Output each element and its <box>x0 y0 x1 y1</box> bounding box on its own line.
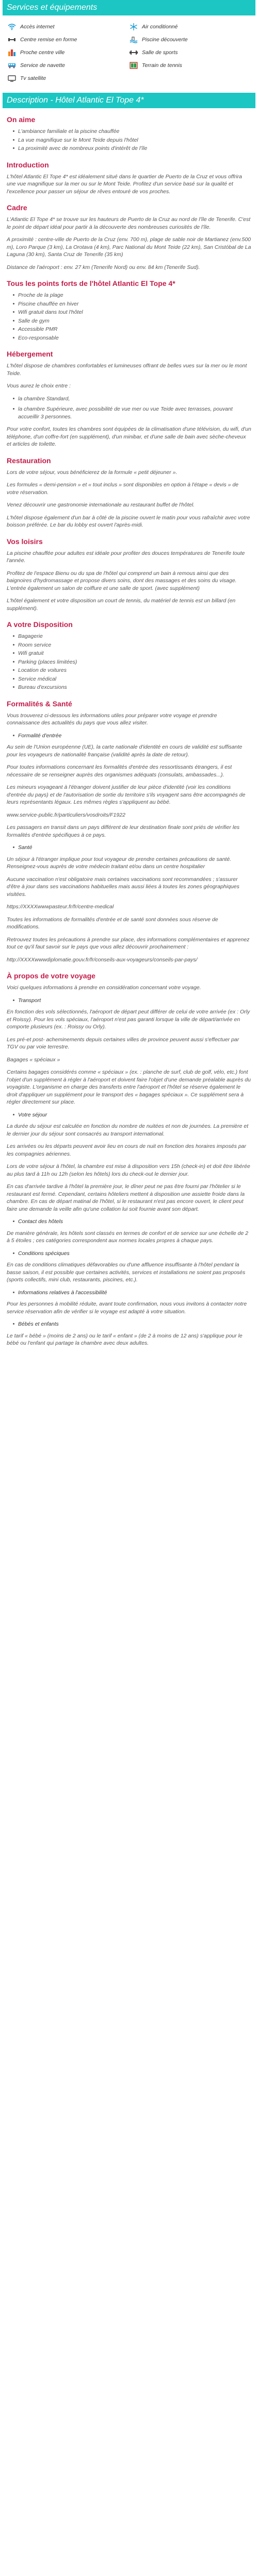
service-label: Service de navette <box>20 62 65 69</box>
list-item: la chambre Standard, <box>13 395 251 403</box>
bullet-heading: Conditions spéciques <box>7 1250 251 1258</box>
paragraph: L'hôtel dispose de chambres confortables et lumineuses offrant de belles vues sur la mer ou le mont Teide. <box>7 363 247 377</box>
paragraph: Les formules « demi-pension » et « tout inclus » sont disponibles en option à l'étape « devis » de votre réservation. <box>7 482 239 496</box>
paragraph: Pour votre confort, toutes les chambres sont équipées de la climatisation d'une télévision, du wifi, d'un téléphone, d'un coffre-fort (en supplément), d'un minibar, et d'une salle de bain avec sèche-cheveux et articles de toilette. <box>7 426 251 447</box>
list-item: Piscine chauffée en hiver <box>13 300 251 308</box>
list-item: La proximité avec de nombreux points d'intérêt de l'île <box>13 145 251 152</box>
paragraph: La durée du séjour est calculée en fonction du nombre de nuitées et non de journées. La première et le dernier jour du séjour sont consacrés au transport international. <box>7 1123 249 1137</box>
wifi-icon <box>8 23 16 30</box>
list-item: Parking (places limitées) <box>13 658 251 666</box>
paragraph: La piscine chauffée pour adultes est idéale pour profiter des douces températures de Tenerife toute l'année. <box>7 550 245 564</box>
service-label: Piscine découverte <box>142 37 188 43</box>
section-title-on-aime: On aime <box>7 115 36 124</box>
paragraph: Les passagers en transit dans un pays différent de leur destination finale sont priés de vérifier les formalités d'entrée spécifiques à ce pays. <box>7 824 240 838</box>
list-item: L'ambiance familiale et la piscine chauffée <box>13 128 251 135</box>
paragraph: En cas de conditions climatiques défavorables ou d'une affluence insuffisante à l'hôtel pendant la basse saison, il est possible que certaines activités, services et installations ne soient pas proposés (sports collectifs, mini club, restaurants, piscines, etc.). <box>7 1262 246 1283</box>
section-title-formalites: Formalités & Santé <box>7 699 72 708</box>
list-item: Eco-responsable <box>13 334 251 342</box>
service-item <box>8 60 130 71</box>
service-item <box>130 47 251 58</box>
paragraph: De manière générale, les hôtels sont classés en termes de confort et de service sur une échelle de 2 à 5 étoiles ; ces catégories correspondent aux normes locales propres à chaque pays. <box>7 1230 249 1244</box>
service-label: Accès internet <box>20 24 55 30</box>
paragraph: Certains bagages considérés comme « spéciaux » (ex. : planche de surf, club de golf, vélo, etc.) font l'objet d'un supplément à régler à l'aéroport et doivent faire l'objet d'une demande préalable auprès du voyagiste. L'organisme en charge des transferts entre l'aéroport et l'hôtel se réserve également le droit d'appliquer un supplément pour le transport des « bagages spéciaux ». Ce supplément sera à régler directement sur place. <box>7 1069 251 1105</box>
list-item: Bagagerie <box>13 633 251 640</box>
paragraph: Les arrivées ou les départs peuvent avoir lieu en cours de nuit en fonction des horaires imposés par les compagnies aériennes. <box>7 1143 247 1157</box>
paragraph: Pour toutes informations concernant les formalités d'entrée des ressortissants étrangers, il est nécessaire de se renseigner auprès des organismes adéquats (consulats, ambassades...). <box>7 764 232 778</box>
list-item: la chambre Supérieure, avec possibilité de vue mer ou vue Teide avec terrasses, pouvant accueillir 3 personnes. <box>13 405 251 420</box>
paragraph: Les pré-et post- acheminements depuis certaines villes de province peuvent aussi s'effectuer par TGV ou par voie terrestre. <box>7 1036 239 1050</box>
paragraph: Distance de l'aéroport : env. 27 km (Tenerife Nord) ou env. 84 km (Tenerife Sud). <box>7 264 200 270</box>
list-item: Wifi gratuit dans tout l'hôtel <box>13 309 251 316</box>
paragraph: Toutes les informations de formalités d'entrée et de santé sont données sous réserve de modifications. <box>7 916 218 930</box>
list-item: Bureau d'excursions <box>13 684 251 691</box>
paragraph: Au sein de l'Union européenne (UE), la carte nationale d'identité en cours de validité est suffisante pour les voyageurs de nationalité française (validité après la date de retour). <box>7 744 243 758</box>
list-item: Salle de gym <box>13 317 251 325</box>
paragraph: L'hôtel dispose également d'un bar à côté de la piscine ouvert le matin pour vous rafraîchir avec votre boisson préférée. Le bar du lobby est ouvert l'après-midi. <box>7 514 250 528</box>
service-public-link[interactable]: www.service-public.fr/particuliers/vosdroits/F1922 <box>7 811 125 818</box>
list-item: Wifi gratuit <box>13 650 251 657</box>
service-item <box>8 47 130 58</box>
bullet-heading: Contact des hôtels <box>7 1218 251 1226</box>
diplomatie-link[interactable]: http://XXXXwwwdiplomatie.gouv.fr/fr/conseils-aux-voyageurs/conseils-par-pays/ <box>7 956 198 963</box>
paragraph: Lors de votre séjour, vous bénéficierez de la formule « petit déjeuner ». <box>7 469 178 476</box>
section-title-cadre: Cadre <box>7 204 27 212</box>
services-banner: Services et équipements <box>3 0 255 15</box>
bullet-heading: Informations relatives à l'accessibilité <box>7 1289 251 1297</box>
hebergement-list <box>7 395 251 421</box>
paragraph: Bagages « spéciaux » <box>7 1056 60 1063</box>
list-item: Location de voitures <box>13 667 251 674</box>
service-label: Air conditionné <box>142 24 178 30</box>
pool-icon <box>130 36 138 43</box>
description-body <box>3 115 255 1347</box>
bullet-heading: Transport <box>7 997 251 1005</box>
snowflake-icon <box>130 23 138 30</box>
paragraph: L'hôtel également et votre disposition un court de tennis, du matériel de tennis est un billard (en supplément). <box>7 598 236 612</box>
section-title-loisirs: Vos loisirs <box>7 537 43 546</box>
service-label: Centre remise en forme <box>20 37 77 43</box>
paragraph: Lors de votre séjour à l'hôtel, la chambre est mise à disposition vers 15h (check-in) et doit être libérée au plus tard à 11h ou 12h (selon les hôtels) lors du check-out le dernier jour. <box>7 1163 250 1177</box>
section-title-disposition: A votre Disposition <box>7 620 73 629</box>
bullet-heading: Santé <box>7 844 251 852</box>
description-banner: Description - Hôtel Atlantic El Tope 4* <box>3 93 255 108</box>
tv-icon <box>8 75 16 82</box>
section-title-apropos: À propos de votre voyage <box>7 972 95 980</box>
list-item: Accessible PMR <box>13 326 251 333</box>
list-item: La vue magnifique sur le Mont Teide depuis l'hôtel <box>13 137 251 144</box>
paragraph: Vous aurez le choix entre : <box>7 383 71 389</box>
dumbbell-icon <box>8 36 16 43</box>
list-item: Service médical <box>13 675 251 683</box>
city-icon <box>8 49 16 56</box>
paragraph: L'hôtel Atlantic El Tope 4* est idéalement situé dans le quartier de Puerto de la Cruz et vous offrira une vue magnifique sur la mer ou sur le Mont Teide. Profitez d'un service basé sur la qualité et l'excellence pour passer un séjour de rêves entouré de vos proches. <box>7 173 242 195</box>
gym-icon <box>130 49 138 56</box>
paragraph: En fonction des vols sélectionnés, l'aéroport de départ peut différer de celui de votre arrivée (ex : Orly et Roissy). Pour les vols spéciaux, l'aéroport n'est pas garanti lorsque la ville de départ/arrivée en comporte plusieurs (ex. : Roissy ou Orly). <box>7 1009 250 1030</box>
paragraph: Vous trouverez ci-dessous les informations utiles pour préparer votre voyage et prendre connaissance des actualités du pays que vous allez visiter. <box>7 712 217 726</box>
points-forts-list <box>7 292 251 342</box>
service-label: Tv satellite <box>20 75 46 81</box>
service-item <box>130 60 251 71</box>
tennis-icon <box>130 62 138 69</box>
section-title-points-forts: Tous les points forts de l'hôtel Atlantic El Tope 4* <box>7 279 175 287</box>
services-grid <box>3 15 255 87</box>
service-item <box>8 35 130 45</box>
paragraph: Aucune vaccination n'est obligatoire mais certaines vaccinations sont recommandées ; s'assurer d'être à jour dans ses vaccinations habituelles mais aussi liées à toutes les zones géographiques visitées. <box>7 876 239 897</box>
section-title-hebergement: Hébergement <box>7 350 53 358</box>
paragraph: Les mineurs voyageant à l'étranger doivent justifier de leur pièce d'identité (voir les conditions d'entrée du pays) et de l'autorisation de sortie du territoire s'ils voyagent sans être accompagnés de leurs représentants légaux. Les mêmes règles s'appliquent au bébé. <box>7 784 246 805</box>
on-aime-list <box>7 128 251 152</box>
list-item: Proche de la plage <box>13 292 251 299</box>
bullet-heading: Bébés et enfants <box>7 1320 251 1328</box>
service-item <box>130 35 251 45</box>
paragraph: L'Atlantic El Tope 4* se trouve sur les hauteurs de Puerto de la Cruz au nord de l'île de Tenerife. C'est le point de départ idéal pour partir à la découverte des nombreuses curiosités de l'île. <box>7 216 251 230</box>
list-item: Room service <box>13 641 251 649</box>
paragraph: Le tarif « bébé » (moins de 2 ans) ou le tarif « enfant » (de 2 à moins de 12 ans) s'applique pour le bébé ou l'enfant qui partage la chambre avec deux adultes. <box>7 1332 243 1346</box>
service-item <box>8 22 130 32</box>
service-item <box>130 22 251 32</box>
paragraph: Retrouvez toutes les précautions à prendre sur place, des informations complémentaires et apprenez tout ce qu'il faut savoir sur le pays que vous allez découvrir prochainement : <box>7 936 250 950</box>
bullet-heading: Formalité d'entrée <box>7 732 251 740</box>
service-label: Salle de sports <box>142 49 178 56</box>
section-title-introduction: Introduction <box>7 160 49 169</box>
service-label: Terrain de tennis <box>142 62 182 69</box>
section-title-restauration: Restauration <box>7 456 51 465</box>
paragraph: Venez découvrir une gastronomie internationale au restaurant buffet de l'hôtel. <box>7 502 195 508</box>
paragraph: A proximité : centre-ville de Puerto de la Cruz (env. 700 m), plage de sable noir de Martianez (env.500 m), Loro Parque (3 km), La Orotava (4 km), Parc National du Mont Teide (22 km), San Cristóbal de La Laguna (30 km), Santa Cruz de Tenerife (35 km) <box>7 236 251 258</box>
shuttle-icon <box>8 62 16 69</box>
bullet-heading: Votre séjour <box>7 1111 251 1119</box>
pasteur-link[interactable]: https://XXXXwwwpasteur.fr/fr/centre-medical <box>7 904 114 910</box>
disposition-list <box>7 633 251 691</box>
service-item <box>8 73 130 83</box>
service-label: Proche centre ville <box>20 49 65 56</box>
paragraph: Pour les personnes à mobilité réduite, avant toute confirmation, nous vous invitons à contacter notre service réservation afin de vérifier si le voyage est adapté à votre situation. <box>7 1301 247 1315</box>
paragraph: En cas d'arrivée tardive à l'hôtel la première jour, le dîner peut ne pas être fourni par l'hôtelier si le restaurant est fermé. Cependant, certains hôteliers mettent à disposition une assiette froide dans la chambre. En cas de départ matinal de l'hôtel, si le restaurant n'est pas encore ouvert, le client peut faire une demande la veille afin qu'une collation lui soit fournie avant son départ. <box>7 1183 245 1212</box>
paragraph: Voici quelques informations à prendre en considération concernant votre voyage. <box>7 985 201 991</box>
paragraph: Un séjour à l'étranger implique pour tout voyageur de prendre certaines précautions de santé. Renseignez-vous auprès de votre médecin traitant et/ou dans un centre hospitalier <box>7 856 232 870</box>
paragraph: Profitez de l'espace Bienu ou du spa de l'hôtel qui comprend un bain à remous ainsi que des baignoires d'hydromassage et propose divers soins, dont des massages et des soins du visage. L'entrée également un salon de coiffure et une salle de sport. (avec supplément) <box>7 570 237 591</box>
